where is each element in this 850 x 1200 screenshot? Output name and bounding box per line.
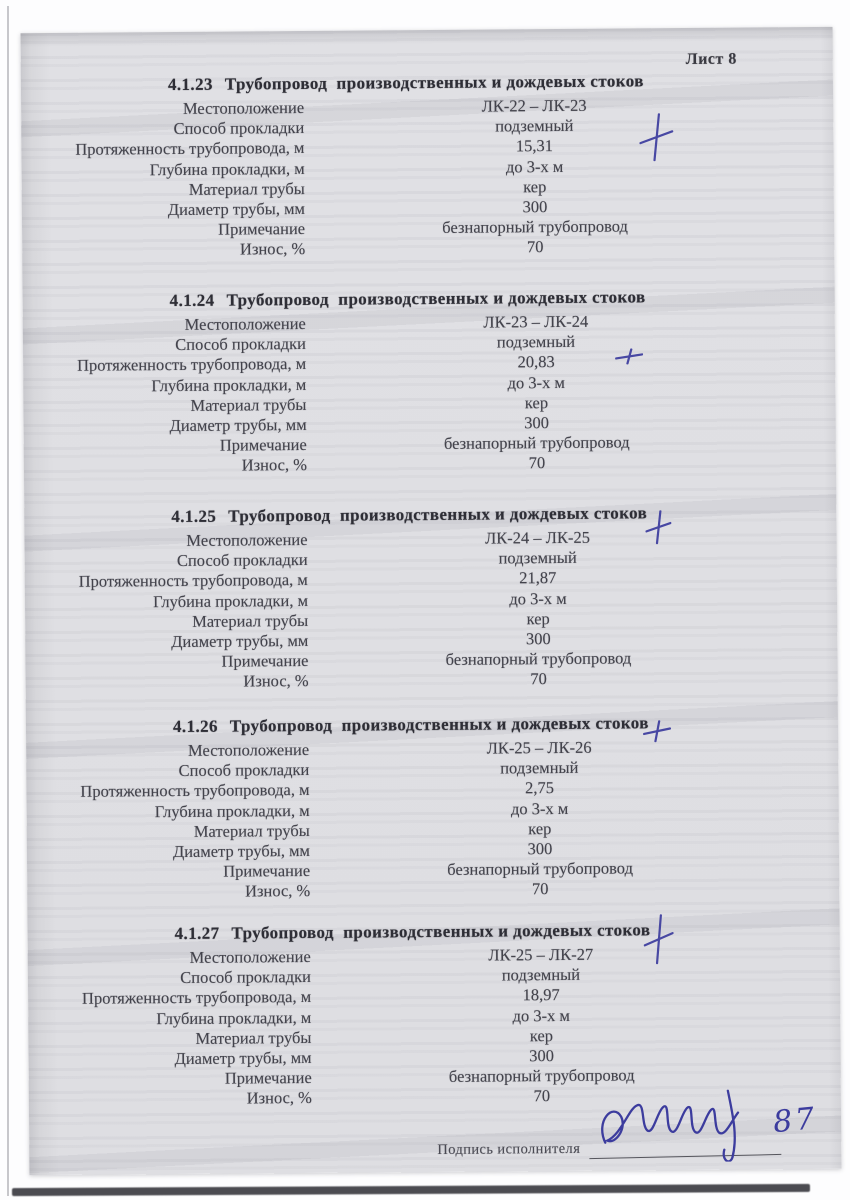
field-label: Материал трубы [193,820,310,841]
handwritten-cross-mark [645,510,671,544]
field-value: 300 [525,628,551,649]
field-label: Местоположение [182,97,305,118]
field-label: Глубина прокладки, м [153,590,309,611]
scan-edge-shadow [12,1184,810,1196]
field-value: до 3-х м [505,156,564,176]
field-label: Материал трубы [195,1027,312,1048]
field-value: кер [528,818,552,838]
section-number: 4.1.23 [167,74,213,95]
field-value: безнапорный трубопровод [448,1065,635,1086]
field-value: безнапорный трубопровод [447,858,634,880]
section-number: 4.1.26 [172,716,218,737]
field-value: 70 [533,1086,551,1106]
field-value: подземный [495,116,574,136]
field-label: Протяженность трубопровода, м [80,780,310,802]
field-label: Местоположение [187,739,310,760]
section-heading [23,284,835,314]
field-value: ЛК-23 – ЛК-24 [483,311,589,332]
field-value: 70 [526,237,544,257]
field-label: Способ прокладки [176,550,308,571]
field-value: 20,83 [517,352,555,372]
field-label: Протяженность трубопровода, м [76,354,307,376]
field-label: Износ, % [246,1088,312,1108]
field-label: Глубина прокладки, м [156,1007,312,1028]
field-label: Примечание [218,219,306,239]
field-value: 300 [527,838,553,859]
field-label: Диаметр трубы, мм [172,840,311,861]
handwritten-cross-mark [639,113,673,161]
field-label: Примечание [223,861,311,881]
field-value: 70 [530,669,547,689]
field-label: Материал трубы [188,178,305,199]
field-label: Материал трубы [192,610,309,631]
field-value: 70 [528,453,546,473]
field-value: кер [524,392,549,413]
field-label: Местоположение [186,529,308,550]
section-heading [28,917,840,947]
field-value: 18,97 [522,985,560,1005]
field-label: Примечание [219,435,307,455]
section-heading [21,68,833,98]
section-title: Трубопровод производственных и дождевых стоков [224,71,644,94]
section-number: 4.1.24 [169,290,215,311]
signature-label: Подпись исполнителя [437,1140,581,1158]
section-4.1.26 [26,710,839,904]
field-value: до 3-х м [509,588,567,608]
field-value: 300 [529,1045,555,1066]
field-value: подземный [500,758,579,778]
field-value: подземный [496,332,576,352]
field-label: Способ прокладки [173,118,305,139]
section-title: Трубопровод производственных и дождевых стоков [231,920,651,943]
field-label: Глубина прокладки, м [151,374,307,395]
field-label: Способ прокладки [178,760,310,781]
field-label: Материал трубы [190,394,307,415]
field-value: до 3-х м [507,372,566,392]
section-number: 4.1.25 [171,506,217,527]
handwritten-cross-mark [643,914,673,964]
section-4.1.24 [23,284,836,478]
field-value: 300 [522,197,548,217]
field-label: Диаметр трубы, мм [174,1047,312,1068]
field-label: Способ прокладки [180,967,312,988]
field-value: до 3-х м [510,798,569,818]
field-value: ЛК-22 – ЛК-23 [481,95,587,116]
field-label: Износ, % [241,455,308,475]
field-label: Примечание [221,651,309,671]
field-value: безнапорный трубопровод [445,648,632,670]
field-label: Диаметр трубы, мм [167,198,305,219]
field-value: 2,75 [524,778,554,798]
field-label: Примечание [224,1068,312,1088]
field-label: Диаметр трубы, мм [171,630,309,651]
sheet-number-label: Лист 8 [685,50,737,68]
section-4.1.23 [21,68,834,262]
section-4.1.25 [24,500,837,694]
field-label: Способ прокладки [175,334,307,355]
section-title: Трубопровод производственных и дождевых стоков [226,287,646,310]
section-title: Трубопровод производственных и дождевых стоков [228,503,648,526]
signature-line [589,1154,781,1159]
field-value: 15,31 [515,136,554,156]
field-value: до 3-х м [512,1005,571,1025]
field-label: Местоположение [184,313,306,334]
field-label: Износ, % [243,671,309,691]
field-label: Местоположение [189,946,311,967]
field-label: Глубина прокладки, м [149,158,305,179]
field-label: Глубина прокладки, м [154,800,310,821]
field-value: безнапорный трубопровод [442,216,628,238]
section-number: 4.1.27 [174,923,220,944]
scan-edge-line [7,6,9,1196]
field-label: Износ, % [244,881,311,901]
field-label: Протяженность трубопровода, м [81,987,312,1009]
field-label: Протяженность трубопровода, м [78,570,308,592]
section-heading [26,710,838,740]
field-value: 300 [524,413,550,433]
field-value: кер [523,176,547,197]
scanned-page [21,27,842,1175]
handwritten-page-number: 87 [771,1101,819,1141]
field-value: подземный [498,548,577,568]
section-title: Трубопровод производственных и дождевых стоков [229,713,649,736]
field-label: Протяженность трубопровода, м [75,138,305,160]
field-value: кер [526,608,550,628]
section-heading [24,500,836,530]
field-value: 70 [531,879,549,899]
field-label: Диаметр трубы, мм [169,414,307,435]
field-value: безнапорный трубопровод [443,432,630,454]
field-value: ЛК-25 – ЛК-26 [486,737,592,758]
section-4.1.27 [28,917,841,1111]
field-label: Износ, % [239,239,306,259]
field-value: подземный [501,965,581,985]
field-value: ЛК-25 – ЛК-27 [488,944,594,965]
field-value: кер [529,1025,554,1045]
handwritten-cross-mark [615,348,643,364]
field-value: ЛК-24 – ЛК-25 [484,527,591,548]
handwritten-cross-mark [643,720,671,742]
field-value: 21,87 [519,568,557,588]
